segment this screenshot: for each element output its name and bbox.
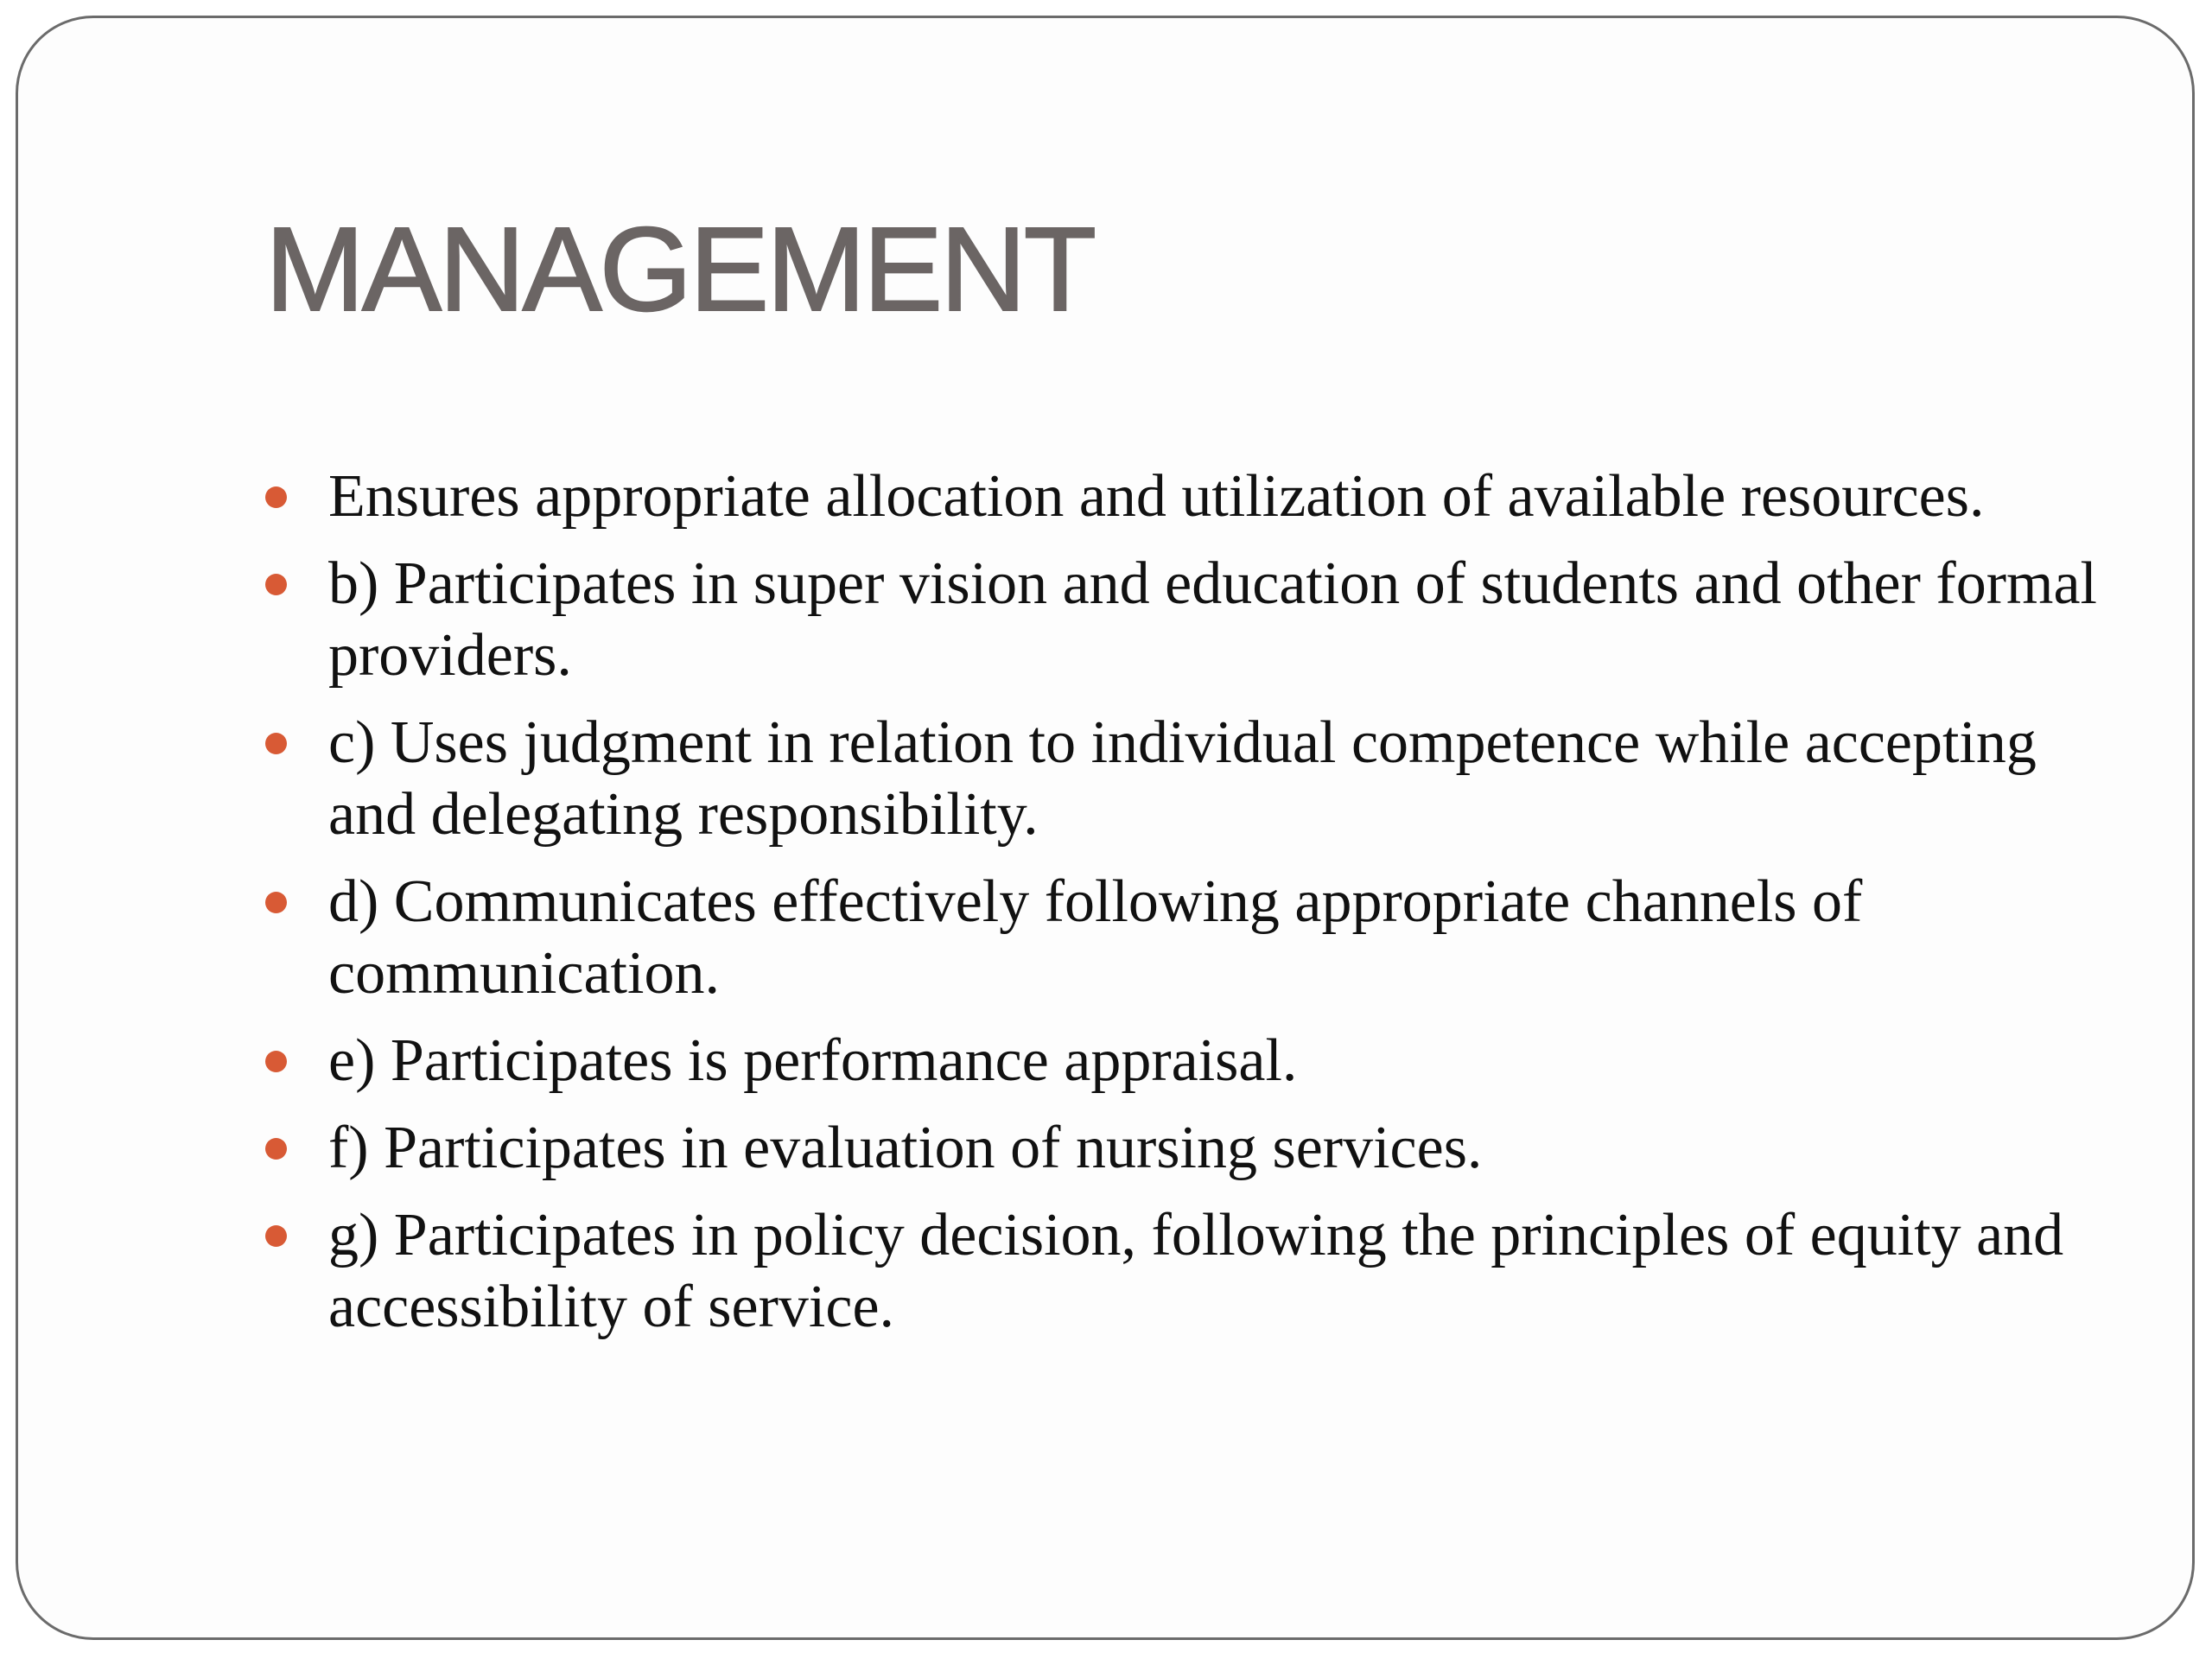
bullet-dot-icon — [265, 1138, 287, 1160]
bullet-dot-icon — [265, 574, 287, 595]
bullet-text: f) Participates in evaluation of nursing services. — [328, 1115, 1483, 1181]
bullet-text: Ensures appropriate allocation and utilization of available resources. — [328, 463, 1985, 530]
bullet-item — [265, 707, 2097, 850]
bullet-dot-icon — [265, 892, 287, 913]
bullet-text: g) Participates in policy decision, following the principles of equity and accessibility of service. — [328, 1202, 2064, 1340]
bullet-list — [265, 461, 2097, 1358]
bullet-item — [265, 1112, 2097, 1184]
bullet-item — [265, 866, 2097, 1009]
slide-title: MANAGEMENT — [265, 203, 1095, 336]
bullet-dot-icon — [265, 1051, 287, 1072]
bullet-text: d) Communicates effectively following appropriate channels of communication. — [328, 868, 1863, 1007]
bullet-item — [265, 1199, 2097, 1343]
bullet-dot-icon — [265, 733, 287, 754]
bullet-item — [265, 461, 2097, 532]
bullet-text: b) Participates in super vision and education of students and other formal providers. — [328, 550, 2097, 689]
bullet-item — [265, 548, 2097, 691]
bullet-text: c) Uses judgment in relation to individual competence while accepting and delegating responsibility. — [328, 709, 2037, 848]
bullet-text: e) Participates is performance appraisal. — [328, 1027, 1298, 1094]
bullet-item — [265, 1025, 2097, 1096]
slide — [16, 16, 2195, 1640]
bullet-dot-icon — [265, 486, 287, 508]
bullet-dot-icon — [265, 1225, 287, 1247]
